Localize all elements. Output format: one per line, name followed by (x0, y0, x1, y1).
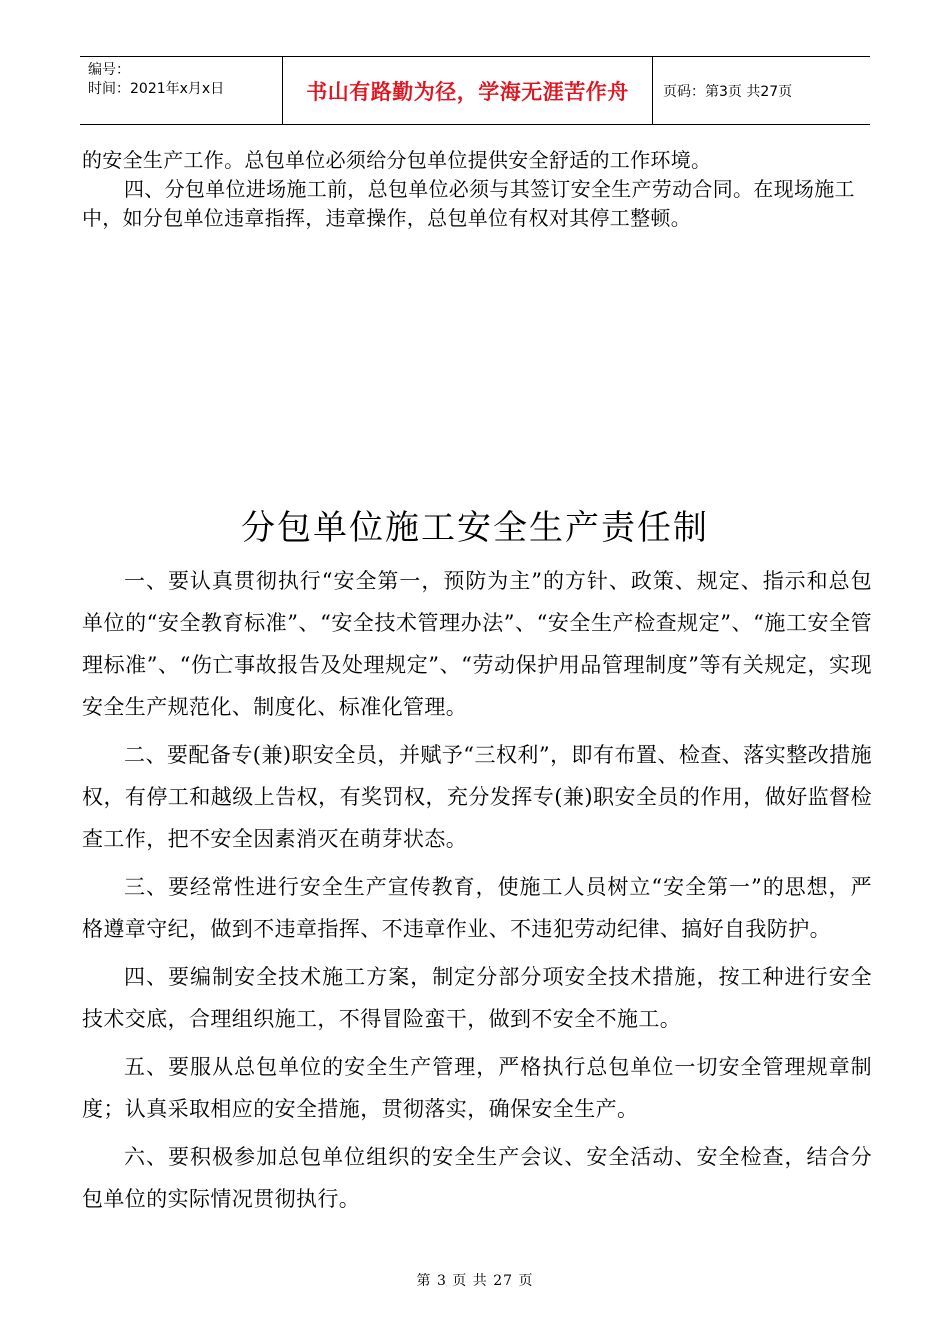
paragraph-4: 四、要编制安全技术施工方案，制定分部分项安全技术措施，按工种进行安全技术交底，合理组织施工，不得冒险蛮干，做到不安全不施工。 (82, 965, 872, 1031)
paragraph-6: 六、要积极参加总包单位组织的安全生产会议、安全活动、安全检查，结合分包单位的实际情况贯彻执行。 (82, 1145, 872, 1211)
header-motto: 书山有路勤为径，学海无涯苦作舟 (283, 57, 653, 124)
header-page-info: 页码：第3页 共27页 (663, 83, 793, 100)
document-title: 分包单位施工安全生产责任制 (241, 508, 709, 548)
paragraph-3: 三、要经常性进行安全生产宣传教育，使施工人员树立“安全第一”的思想，严格遵章守纪，做到不违章指挥、不违章作业、不违犯劳动纪律、搞好自我防护。 (82, 875, 872, 941)
continued-paragraph-4: 四、分包单位进场施工前，总包单位必须与其签订安全生产劳动合同。在现场施工中，如分包单位违章指挥，违章操作，总包单位有权对其停工整顿。 (82, 177, 855, 230)
continued-text (82, 146, 872, 233)
document-date: 时间：2021年x月x日 (88, 81, 225, 97)
page-footer: 第 3 页 共 27 页 (416, 1273, 534, 1289)
continued-line: 的安全生产工作。总包单位必须给分包单位提供安全舒适的工作环境。 (82, 148, 712, 172)
document-number-label: 编号： (88, 62, 130, 78)
page-header (80, 56, 870, 125)
paragraph-1: 一、要认真贯彻执行“安全第一，预防为主”的方针、政策、规定、指示和总包单位的“安全教育标准”、“安全技术管理办法”、“安全生产检查规定”、“施工安全管理标准”、“伤亡事故报告及处理规定”、“劳动保护用品管理制度”等有关规定，实现安全生产规范化、制度化、标准化管理。 (82, 569, 872, 719)
header-meta (80, 57, 283, 124)
paragraph-5: 五、要服从总包单位的安全生产管理，严格执行总包单位一切安全管理规章制度；认真采取相应的安全措施，贯彻落实，确保安全生产。 (82, 1055, 872, 1121)
document-body (82, 560, 872, 1226)
paragraph-2: 二、要配备专(兼)职安全员，并赋予“三权利”，即有布置、检查、落实整改措施权，有停工和越级上告权，有奖罚权，充分发挥专(兼)职安全员的作用，做好监督检查工作，把不安全因素消灭在萌芽状态。 (82, 743, 872, 851)
